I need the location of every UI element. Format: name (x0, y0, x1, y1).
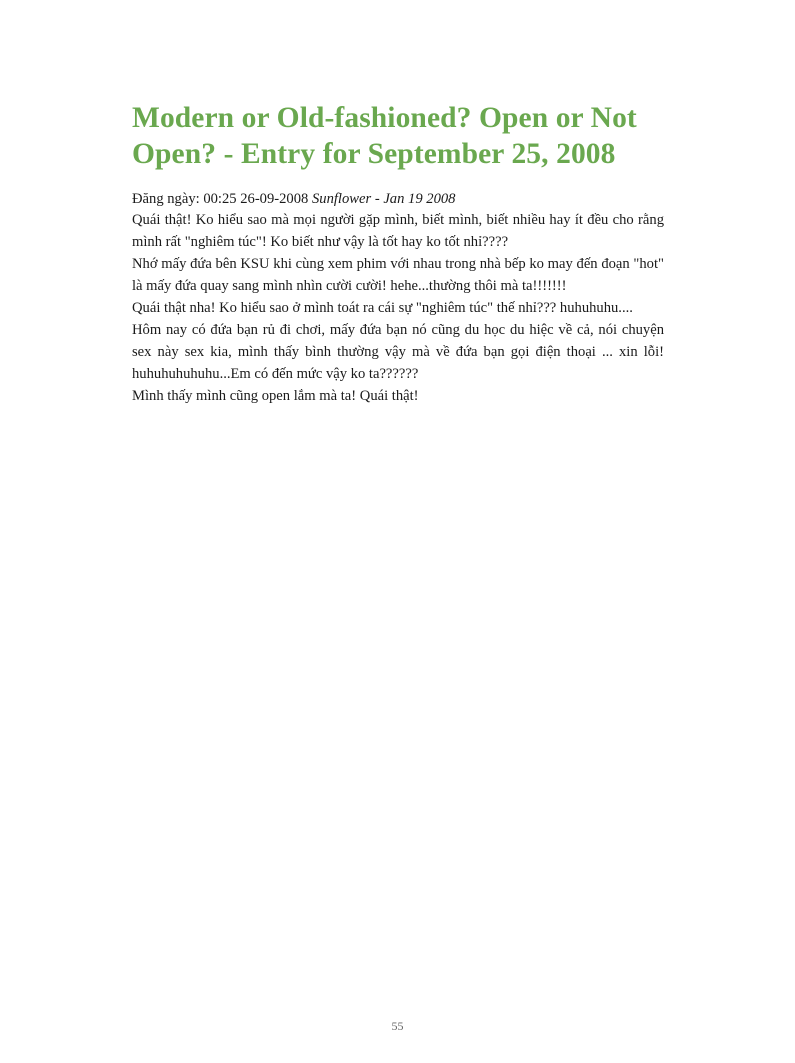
entry-title: Modern or Old-fashioned? Open or Not Open? - Entry for September 25, 2008 (132, 102, 637, 170)
paragraph: Hôm nay có đứa bạn rủ đi chơi, mấy đứa bạn nó cũng du học du hiệc về cả, nói chuyện sex này sex kia, mình thấy bình thường vậy mà về đứa bạn gọi điện thoại ... xin lỗi! huhuhuhuhuhu...Em có đến mức vậy ko ta?????? (132, 322, 664, 382)
author-line: Sunflower - Jan 19 2008 (311, 191, 456, 207)
posted-date: Đăng ngày: 00:25 26-09-2008 (132, 191, 309, 207)
paragraph: Nhớ mấy đứa bên KSU khi cùng xem phim với nhau trong nhà bếp ko may đến đoạn "hot" là mấy đứa quay sang mình nhìn cười cười! hehe...thường thôi mà ta!!!!!!! (132, 256, 664, 294)
entry-body (132, 209, 664, 407)
entry-meta (132, 189, 664, 209)
page-number: 55 (391, 1019, 404, 1033)
paragraph: Quái thật nha! Ko hiểu sao ở mình toát ra cái sự "nghiêm túc" thế nhỉ??? huhuhuhu.... (132, 300, 633, 316)
paragraph: Quái thật! Ko hiểu sao mà mọi người gặp mình, biết mình, biết nhiều hay ít đều cho rằng mình rất "nghiêm túc"! Ko biết như vậy là tốt hay ko tốt nhỉ???? (132, 212, 664, 250)
paragraph: Mình thấy mình cũng open lắm mà ta! Quái thật! (132, 388, 419, 404)
document-page (132, 100, 664, 407)
